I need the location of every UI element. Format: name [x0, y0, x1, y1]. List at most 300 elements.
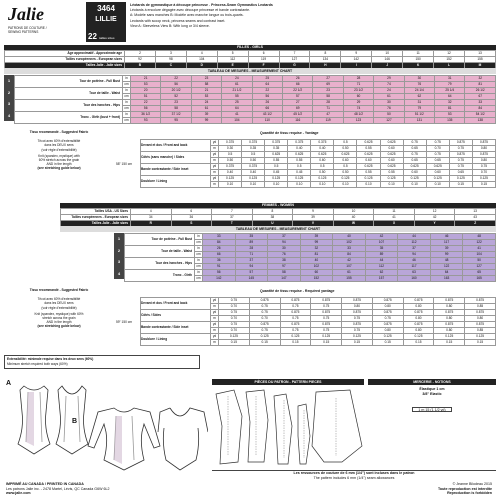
measurement-inch: 48	[430, 258, 463, 264]
measurement-inch: 41	[222, 112, 252, 118]
yardage-m: 0.80	[472, 158, 495, 164]
jalie-logo: Jalie	[8, 4, 44, 24]
sizes-count: 22 tailles sizes	[88, 32, 115, 41]
unit-label: cm	[124, 94, 129, 98]
unit-label: cm	[124, 118, 129, 122]
size-cell: 4	[131, 209, 172, 215]
yardage-m: 0.75	[311, 328, 342, 334]
unit-label: cm	[196, 252, 201, 256]
measurement-cm: 97	[268, 264, 301, 270]
measurement-inch: 46	[398, 258, 431, 264]
measurement-cm: 60	[343, 94, 373, 100]
measurement-inch: 27	[283, 100, 313, 106]
measurement-cm: 84	[465, 106, 496, 112]
yardage-m: 0.60	[334, 158, 357, 164]
measurement-inch: 36 1/2	[131, 112, 161, 118]
measurement-inch: 47	[313, 112, 343, 118]
yardage-m: 0.75	[280, 304, 311, 310]
yardage-yd: 0.625	[357, 164, 380, 170]
yardage-label: Devant et dos / Front and back	[141, 140, 211, 152]
pattern-pieces-illustration	[212, 386, 366, 468]
yardage-yd: 0.125	[342, 334, 373, 340]
measurement-inch: 57	[235, 270, 268, 276]
yardage-yd: 0.875	[434, 310, 465, 316]
yardage-yd: 0.875	[434, 298, 465, 304]
measurement-inch: 33	[203, 234, 236, 240]
measurement-cm: 145	[235, 276, 268, 282]
yardage-m: 0.50	[219, 158, 242, 164]
footer-right: © Jeanne Bilodeau 2015 Toute reproduction est interdite Reproduction is forbidden	[437, 482, 492, 496]
size-cell: 42	[414, 215, 455, 221]
yardage-m: 0.70	[472, 170, 495, 176]
size-cell: 38	[252, 215, 293, 221]
measurement-cm: 89	[235, 240, 268, 246]
yardage-m: 0.80	[342, 304, 373, 310]
size-cell: 13	[455, 209, 496, 215]
measurement-cm: 71	[343, 82, 373, 88]
measurement-cm: 127	[374, 118, 404, 124]
measurement-cm: 104	[463, 252, 496, 258]
measurement-cm: 55	[222, 94, 252, 100]
measurement-inch: 23	[161, 100, 191, 106]
measurement-inch: 48	[463, 234, 496, 240]
size-cell: 6	[248, 51, 279, 57]
measurement-cm: 66	[203, 252, 236, 258]
measurement-inch: 32	[435, 100, 465, 106]
measurement-cm: 56	[131, 106, 161, 112]
yardage-yd: 0.875	[465, 310, 496, 316]
size-cell: 92	[125, 57, 156, 63]
measurement-cm: 56	[161, 82, 191, 88]
piece-front	[216, 390, 242, 464]
footer-left: IMPRIMÉ AU CANADA / PRINTED IN CANADA Les patrons Jalie inc. - 2478 Martel, Lévis, QC Canada G6W 6L2 www.jalie.com	[6, 482, 110, 496]
yardage-yd: 0.875	[280, 298, 311, 304]
jalie-size: K	[403, 63, 434, 69]
yardage-m: 0.80	[434, 304, 465, 310]
measurement-inch: 23	[313, 88, 343, 94]
yardage-yd: 0.125	[403, 334, 434, 340]
measurement-cm: 157	[365, 276, 398, 282]
yardage-label: Devant et dos / Front and back	[141, 298, 211, 310]
pattern-pieces-band: PIÈCES DU PATRON - PATTERN PIECES	[212, 379, 364, 385]
yardage-yd: 0.875	[472, 140, 495, 146]
measurement-inch: 39	[300, 234, 333, 240]
measurement-inch: 37	[398, 246, 431, 252]
yardage-yd: 0.5	[334, 140, 357, 146]
yardage-m: 0.75	[449, 158, 472, 164]
jalie-size: X	[374, 221, 415, 227]
measurement-inch: 28	[343, 76, 373, 82]
measurement-cm: 61	[191, 106, 221, 112]
measurement-inch: 29	[374, 76, 404, 82]
yardage-yd: 0.375	[265, 140, 288, 146]
measurement-inch: 39	[191, 112, 221, 118]
measurement-label: Tronc - Girth (bust + front)	[15, 112, 123, 124]
yardage-yd: 0.75	[426, 152, 449, 158]
unit-label: yd	[211, 140, 219, 146]
yardage-yd: 0.625	[380, 140, 403, 146]
yardage-m: 0.15	[403, 340, 434, 346]
yardage-m: 0.75	[249, 328, 280, 334]
measurement-cm: 127	[463, 264, 496, 270]
yardage-yd: 0.625	[288, 152, 311, 158]
jalie-size: H	[310, 63, 341, 69]
measurement-cm: 84	[203, 240, 236, 246]
measurement-label: Tour des hanches - Hips	[125, 258, 195, 270]
measurement-inch: 44	[398, 234, 431, 240]
yardage-m: 0.85	[465, 304, 496, 310]
measurement-cm: 94	[398, 252, 431, 258]
measurement-inch: 30	[404, 76, 434, 82]
size-cell: 119	[248, 57, 279, 63]
unit-label: cm	[196, 276, 201, 280]
unit-label: yd	[211, 152, 219, 158]
measurement-cm: 62	[404, 94, 434, 100]
measurement-cm: 53	[131, 82, 161, 88]
women-fabric-width: 59" 150 cm	[115, 320, 132, 324]
unit-label: in	[123, 76, 131, 82]
unit-label: m	[211, 316, 219, 322]
measurement-cm: 64	[222, 106, 252, 112]
measurement-cm: 71	[235, 252, 268, 258]
yardage-label: Doublure / Lining	[141, 334, 211, 346]
piece-sleeve	[312, 390, 362, 462]
elastic-quantity: 1 m 15 (1 1/2 yd)	[412, 407, 452, 412]
row-number: 1	[7, 78, 11, 84]
measurement-inch: 32	[465, 76, 496, 82]
measurement-inch: 37	[268, 234, 301, 240]
girls-row-numbers	[4, 75, 14, 121]
measurement-cm: 99	[191, 118, 221, 124]
measurement-inch: 33	[333, 246, 366, 252]
measurement-cm: 112	[365, 264, 398, 270]
unit-label: m	[211, 170, 219, 176]
yardage-m: 0.75	[280, 316, 311, 322]
size-cell: 12	[434, 51, 465, 57]
measurement-cm: 135	[435, 118, 465, 124]
size-cell: 134	[310, 57, 341, 63]
measurement-inch: 35	[235, 234, 268, 240]
measurement-inch: 28	[313, 100, 343, 106]
measurement-inch: 23	[191, 76, 221, 82]
measurement-inch: 27	[313, 76, 343, 82]
unit-label: m	[211, 158, 219, 164]
size-cell: 13	[464, 51, 495, 57]
yardage-yd: 0.375	[242, 164, 265, 170]
unit-label: yd	[211, 334, 219, 340]
size-cell: 10	[372, 51, 403, 57]
women-yardage-table	[140, 297, 496, 346]
yardage-label: Bande contrastante / Side inset	[141, 322, 211, 334]
measurement-inch: 25 1/4	[435, 88, 465, 94]
measurement-inch: 24	[374, 88, 404, 94]
yardage-yd: 0.125	[242, 176, 265, 182]
girls-fabric-info: Tissu recommandé - Suggested Fabric Tricot avec 60% d'extensibilité dans les DEUX sens (voir règle d'extensibilité) Knit (spandex, mystique) with 60% stretch across the grain AND in the length (see stretching guide below)	[29, 130, 89, 171]
girls-size-table	[4, 50, 496, 69]
yardage-yd: 0.125	[380, 176, 403, 182]
size-cell: 5	[217, 51, 248, 57]
measurement-cm: 69	[313, 82, 343, 88]
measurement-inch: 31	[435, 76, 465, 82]
yardage-yd: 0.875	[311, 322, 342, 328]
unit-label: in	[195, 270, 203, 276]
size-cell: 127	[279, 57, 310, 63]
measurement-label: Tour de taille - Waist	[15, 88, 123, 100]
yardage-m: 0.65	[403, 146, 426, 152]
jalie-size: L	[434, 63, 465, 69]
women-row-numbers	[114, 233, 124, 279]
row-label: Tailles Jalie - Jalie sizes	[5, 63, 125, 69]
unit-label: yd	[211, 176, 219, 182]
measurement-inch: 41	[463, 246, 496, 252]
measurement-cm: 79	[435, 82, 465, 88]
yardage-m: 0.75	[342, 316, 373, 322]
size-cell: 39	[293, 215, 334, 221]
pattern-description: Léotards de gymnastique à découpe princesse - Princess-Seam Gymnastics Leotards Léotards à encolure dégagée avec découpe princesse et bande contrastante. A: Modèle sans manches B: Modèle avec manche longue ou trois-quarts. Leotards with scoop neck, princess seams and contrast inset. View A: Sleeveless View B: With long or 3/4 sleeve.	[130, 3, 273, 28]
jalie-size: Y	[414, 221, 455, 227]
yardage-yd: 0.5	[219, 152, 242, 158]
yardage-m: 0.55	[357, 170, 380, 176]
yardage-yd: 0.75	[449, 164, 472, 170]
yardage-yd: 0.125	[372, 334, 403, 340]
yardage-yd: 0.625	[380, 164, 403, 170]
measurement-inch: 22 1/2	[283, 88, 313, 94]
yardage-m: 0.85	[465, 328, 496, 334]
unit-label: cm	[124, 106, 129, 110]
girls-measurement-table	[14, 75, 496, 124]
measurement-cm: 91	[203, 264, 236, 270]
measurement-inch: 26	[283, 76, 313, 82]
measurement-inch: 24	[222, 76, 252, 82]
measurement-inch: 62	[365, 270, 398, 276]
measurement-inch: 25	[252, 76, 282, 82]
yardage-yd: 0.875	[465, 298, 496, 304]
measurement-cm: 119	[313, 118, 343, 124]
measurement-cm: 112	[398, 240, 431, 246]
measurement-cm: 116	[283, 118, 313, 124]
size-cell: 8	[310, 51, 341, 57]
yardage-yd: 0.875	[342, 322, 373, 328]
jalie-size: U	[252, 221, 293, 227]
yardage-m: 0.15	[472, 182, 495, 188]
yardage-m: 0.15	[280, 340, 311, 346]
yardage-label: Bande contrastante / Side inset	[141, 164, 211, 176]
measurement-inch: 20 1/2	[161, 88, 191, 94]
jalie-size: R	[131, 221, 172, 227]
measurement-cm: 94	[235, 264, 268, 270]
measurement-cm: 84	[333, 252, 366, 258]
women-chart-title: TABLEAU DE MESURES - MEASUREMENT CHART	[60, 226, 496, 232]
measurement-cm: 57	[283, 94, 313, 100]
unit-label: in	[195, 246, 203, 252]
row-number: 4	[7, 112, 11, 118]
unit-label: yd	[211, 164, 219, 170]
yardage-m: 0.65	[426, 158, 449, 164]
jalie-size: B	[125, 63, 156, 69]
yardage-yd: 0.625	[426, 164, 449, 170]
jalie-size: E	[217, 63, 248, 69]
girls-fabric-width: 58" 150 cm	[115, 162, 132, 166]
measurement-inch: 63	[398, 270, 431, 276]
measurement-cm: 76	[374, 106, 404, 112]
leotard-views-illustration	[4, 372, 208, 480]
measurement-cm: 58	[191, 82, 221, 88]
row-label: Tailles européennes - European sizes	[5, 57, 125, 63]
measurement-cm: 79	[404, 106, 434, 112]
size-cell: 6	[171, 209, 212, 215]
view-b-back	[158, 408, 208, 470]
size-cell: 34	[131, 215, 172, 221]
measurement-cm: 76	[404, 82, 434, 88]
yardage-m: 0.45	[265, 170, 288, 176]
yardage-yd: 0.875	[472, 152, 495, 158]
yardage-m: 0.15	[449, 182, 472, 188]
size-cell: 43	[455, 215, 496, 221]
row-number: 2	[117, 247, 121, 253]
unit-label: m	[211, 304, 219, 310]
size-cell: 10	[333, 209, 374, 215]
row-number: 4	[117, 270, 121, 276]
yardage-yd: 0.625	[311, 152, 334, 158]
unit-label: yd	[211, 322, 219, 328]
measurement-inch: 22	[161, 76, 191, 82]
yardage-yd: 0.375	[311, 140, 334, 146]
measurement-cm: 117	[430, 240, 463, 246]
yardage-yd: 0.125	[403, 176, 426, 182]
yardage-m: 0.35	[265, 146, 288, 152]
unit-label: m	[211, 182, 219, 188]
jalie-size: T	[212, 221, 253, 227]
yardage-yd: 0.875	[372, 310, 403, 316]
yardage-m: 0.15	[311, 340, 342, 346]
yardage-yd: 0.875	[449, 152, 472, 158]
yardage-m: 0.10	[288, 182, 311, 188]
yardage-yd: 0.75	[426, 140, 449, 146]
yardage-yd: 0.125	[434, 334, 465, 340]
yardage-m: 0.60	[357, 158, 380, 164]
measurement-cm: 102	[333, 240, 366, 246]
yardage-m: 0.40	[311, 146, 334, 152]
yardage-m: 0.15	[219, 340, 250, 346]
row-label: Âge approximatif - Approximate age	[5, 51, 125, 57]
size-cell: 11	[403, 51, 434, 57]
measurement-cm: 117	[398, 264, 431, 270]
yardage-yd: 0.75	[403, 140, 426, 146]
measurement-inch: 21	[131, 76, 161, 82]
measurement-inch: 42	[365, 234, 398, 240]
measurement-inch: 28	[235, 246, 268, 252]
measurement-cm: 138	[465, 118, 496, 124]
yardage-yd: 0.5	[288, 164, 311, 170]
unit-label: in	[123, 100, 131, 106]
yardage-yd: 0.125	[357, 176, 380, 182]
yardage-m: 0.80	[372, 304, 403, 310]
jalie-size: Z	[455, 221, 496, 227]
yardage-yd: 0.5	[265, 164, 288, 170]
yardage-yd: 0.875	[449, 140, 472, 146]
measurement-inch: 22	[131, 100, 161, 106]
measurement-inch: 26	[252, 100, 282, 106]
yardage-m: 0.75	[372, 316, 403, 322]
size-cell: 11	[374, 209, 415, 215]
measurement-inch: 46	[430, 234, 463, 240]
measurement-cm: 155	[333, 276, 366, 282]
yardage-yd: 0.875	[311, 310, 342, 316]
measurement-inch: 24 1/4	[404, 88, 434, 94]
yardage-yd: 0.75	[219, 298, 250, 304]
measurement-inch: 43 1/2	[252, 112, 282, 118]
measurement-label: Tour de poitrine - Full Bust	[15, 76, 123, 88]
yardage-m: 0.10	[357, 182, 380, 188]
size-cell: 2	[125, 51, 156, 57]
row-number: 3	[117, 259, 121, 265]
logo-subtitle: PATRONS DE COUTURE / SEWING PATTERNS	[8, 26, 47, 34]
measurement-cm: 66	[252, 106, 282, 112]
unit-label: in	[195, 258, 203, 264]
yardage-yd: 0.5	[334, 164, 357, 170]
measurement-cm: 160	[398, 276, 431, 282]
unit-label: yd	[211, 310, 219, 316]
yardage-m: 0.55	[265, 158, 288, 164]
measurement-inch: 58	[268, 270, 301, 276]
yardage-yd: 0.625	[380, 152, 403, 158]
measurement-cm: 110	[252, 118, 282, 124]
measurement-cm: 51	[131, 94, 161, 100]
yardage-yd: 0.125	[449, 176, 472, 182]
measurement-inch: 37	[235, 258, 268, 264]
yardage-yd: 0.875	[403, 298, 434, 304]
yardage-m: 0.70	[249, 316, 280, 322]
measurement-inch: 45 1/2	[283, 112, 313, 118]
yardage-yd: 0.875	[342, 298, 373, 304]
yardage-m: 0.80	[403, 304, 434, 310]
measurement-inch: 29	[343, 100, 373, 106]
measurement-inch: 44	[365, 258, 398, 264]
size-cell: 3	[155, 51, 186, 57]
women-size-table	[60, 208, 496, 227]
measurement-cm: 94	[268, 240, 301, 246]
size-cell: 12	[414, 209, 455, 215]
measurement-cm: 163	[430, 276, 463, 282]
size-cell: 41	[374, 215, 415, 221]
size-cell: 40	[333, 215, 374, 221]
yardage-yd: 0.875	[403, 310, 434, 316]
measurement-cm: 58	[313, 94, 343, 100]
yardage-m: 0.10	[334, 182, 357, 188]
measurement-inch: 21 1/2	[222, 88, 252, 94]
size-cell: 155	[464, 57, 495, 63]
yardage-yd: 0.875	[280, 310, 311, 316]
yardage-m: 0.65	[403, 158, 426, 164]
yardage-m: 0.55	[380, 170, 403, 176]
yardage-m: 0.35	[242, 146, 265, 152]
yardage-yd: 0.125	[465, 334, 496, 340]
measurement-cm: 64	[435, 94, 465, 100]
jalie-size: S	[171, 221, 212, 227]
size-cell: 104	[186, 57, 217, 63]
unit-label: in	[123, 112, 131, 118]
jalie-size: J	[372, 63, 403, 69]
measurement-cm: 107	[365, 240, 398, 246]
jalie-size: D	[186, 63, 217, 69]
yardage-yd: 0.125	[219, 176, 242, 182]
yardage-m: 0.15	[342, 340, 373, 346]
piece-side	[274, 394, 292, 464]
notions-text: Élastique 1 cm 3/8" Elastic	[419, 387, 445, 396]
yardage-m: 0.75	[342, 328, 373, 334]
yardage-yd: 0.125	[265, 176, 288, 182]
yardage-yd: 0.125	[334, 176, 357, 182]
